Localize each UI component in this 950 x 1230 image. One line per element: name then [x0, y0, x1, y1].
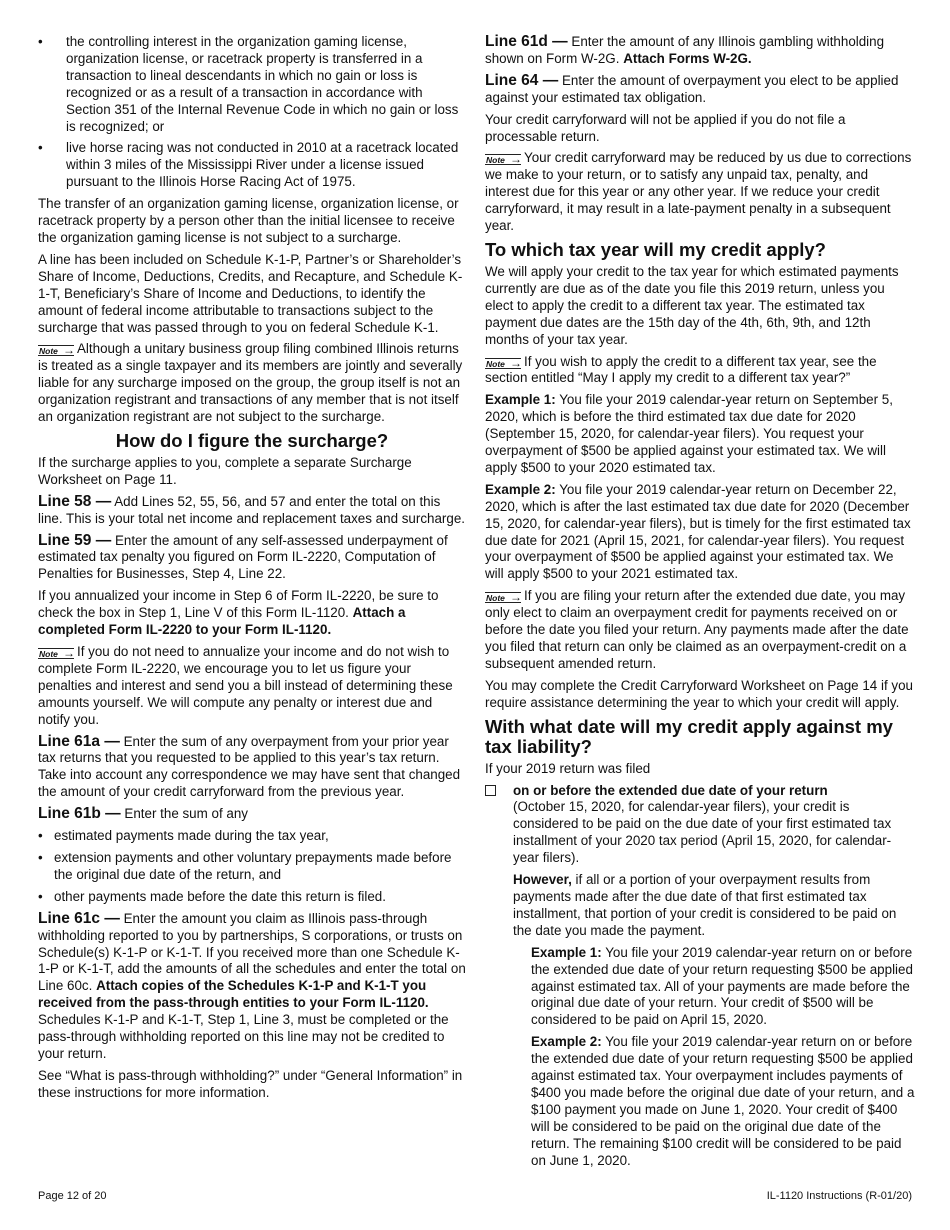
list-item: • live horse racing was not conducted in 2010 at a racetrack located within 3 miles of the Mississippi River under a license issued pursuant to the Illinois Horse Racing Act of 1975.	[38, 140, 459, 190]
list-item: • the controlling interest in the organization gaming license, organization license, or racetrack property is transferred in a transaction to lineal descendants in which no gain or loss is recognized or as a result of a transaction in accordance with Section 351 of the Internal Revenue Code in which no gain or loss is recognized; or	[38, 34, 459, 134]
left-column	[38, 34, 466, 1107]
note-icon: Note →	[486, 590, 522, 605]
line-61b: Line 61b — Enter the sum of any	[38, 805, 248, 823]
example-2: Example 2: You file your 2019 calendar-year return on or before the extended due date of your return requesting $500 be applied against estimated tax. Your overpayment includes payments of $400 you made before the original due date of your return, and a $100 payment you made on June 1, 2020. Your credit of $400 will be considered to be paid on the original due date of the return. The remaining $100 credit will be considered to be paid on June 1, 2020.	[531, 1034, 915, 1168]
paragraph-worksheet: You may complete the Credit Carryforward Worksheet on Page 14 if you require assistance determining the year to which your credit will apply.	[485, 677, 913, 710]
section-heading: How do I figure the surcharge?	[115, 429, 389, 451]
line-61a: Line 61a — Enter the sum of any overpayment from your prior year tax returns that you requested to be applied to this year’s tax return. Take into account any correspondence we may have sent that changed the amount of your credit carryforward from the previous year.	[38, 732, 461, 800]
list-item: • estimated payments made during the tax year,	[38, 828, 329, 844]
paragraph-however: However, if all or a portion of your overpayment results from payments made after the due date of that first estimated tax installment, that portion of your credit is considered to be paid on the date you made the payment.	[513, 872, 897, 938]
paragraph-see: See “What is pass-through withholding?” under “General Information” in these instructions for more information.	[38, 1067, 463, 1100]
note-paragraph: Note → If you are filing your return after the extended due date, you may only elect to claim an overpayment credit for payments received on or before the date you filed your return. Any payments made after the date you filed that return can only be claimed as an overpayment-credit on a subsequent amended return.	[485, 588, 909, 671]
paragraph-transfer: The transfer of an organization gaming license, organization license, or racetrack property by a person other than the initial licensee to receive the organization gaming license is not subject to a surcharge.	[38, 196, 459, 245]
example-1: Example 1: You file your 2019 calendar-year return on September 5, 2020, which is before the third estimated tax due date for 2020 (September 15, 2020, for calendar-year filers). You request your overpayment of $500 be applied against your estimated tax. We will apply $500 to your 2020 estimated tax.	[485, 392, 893, 475]
line-64: Line 64 — Enter the amount of overpayment you elect to be applied against your estimated tax obligation.	[485, 71, 899, 105]
checkbox-icon	[485, 785, 496, 796]
note-icon: Note →	[486, 152, 522, 167]
note-icon: Note →	[39, 343, 75, 358]
note-paragraph: Note → Your credit carryforward may be reduced by us due to corrections we make to your return, or to satisfy any unpaid tax, penalty, and interest due for this year or any other year. If we reduce your credit carryforward, it may result in a late-payment penalty in a subsequent year.	[485, 150, 912, 234]
paragraph-if: If your 2019 return was filed	[485, 760, 651, 776]
paragraph-carryforward: Your credit carryforward will not be applied if you do not file a processable return.	[485, 111, 846, 144]
example-2: Example 2: You file your 2019 calendar-year return on December 22, 2020, which is after the last estimated tax due date for 2020 (December 15, 2020, for calendar-year filers), but is timely for the first estimated tax due date for 2021 (April 15, 2021, for calendar-year filers). You request your overpayment of $500 be applied against your estimated tax. We will apply $500 to your 2021 estimated tax.	[485, 481, 911, 582]
note-paragraph: Note → If you do not need to annualize your income and do not wish to complete Form IL-2220, we encourage you to let us figure your penalties and interest and send you a bill instead of determining these amounts yourself. We will compute any penalty or interest due and notify you.	[38, 644, 453, 727]
note-paragraph: Note → If you wish to apply the credit to a different tax year, see the section entitled “May I apply my credit to a different tax year?”	[485, 353, 877, 386]
line-61d: Line 61d — Enter the amount of any Illinois gambling withholding shown on Form W-2G. Attach Forms W-2G.	[485, 33, 885, 66]
footer-form-name: IL-1120 Instructions (R-01/20)	[766, 1190, 912, 1202]
right-column	[485, 34, 915, 1174]
footer-page-number: Page 12 of 20	[38, 1190, 107, 1202]
paragraph-annualized: If you annualized your income in Step 6 of Form IL-2220, be sure to check the box in Step 1, Line V of this Form IL-1120. Attach a completed Form IL-2220 to your Form IL-1120.	[38, 588, 439, 638]
paragraph-applies: If the surcharge applies to you, complete a separate Surcharge Worksheet on Page 11.	[38, 454, 412, 487]
note-paragraph: Note → Although a unitary business group filing combined Illinois returns is treated as a single taxpayer and its members are jointly and severally liable for any surcharge imposed on the group, the group itself is not an organization registrant and transactions of any member that is not itself an organization registrant are not subject to the surcharge.	[38, 341, 463, 425]
line-59: Line 59 — Enter the amount of any self-assessed underpayment of estimated tax penalty you figured on Form IL-2220, Computation of Penalties for Businesses, Step 4, Line 22.	[38, 531, 448, 582]
paragraph-line-added: A line has been included on Schedule K-1-P, Partner’s or Shareholder’s Share of Income, Deductions, Credits, and Recapture, and Schedule K-1-T, Beneficiary’s Share of Income and Deductions, to identify the amount of federal income attributable to transactions subject to the surcharge that was passed through to you on federal Schedule K-1.	[38, 251, 463, 335]
note-icon: Note →	[39, 646, 75, 660]
section-heading: To which tax year will my credit apply?	[485, 238, 826, 260]
example-1: Example 1: You file your 2019 calendar-year return on or before the extended due date of your return requesting $500 be applied against estimated tax. All of your payments are made before the original due date of your return. Your credit of $500 will be considered to be paid on April 15, 2020.	[531, 944, 913, 1028]
note-icon: Note →	[486, 355, 522, 370]
section-heading: With what date will my credit apply against my tax liability?	[485, 715, 893, 757]
checkbox-item: on or before the extended due date of your return (October 15, 2020, for calendar-year filers), your credit is considered to be paid on the due date of your first estimated tax installment of your 2020 tax period (April 15, 2020, for calendar-year filers).	[485, 783, 915, 868]
line-58: Line 58 — Add Lines 52, 55, 56, and 57 and enter the total on this line. This is your total net income and replacement taxes and surcharge.	[38, 492, 465, 526]
list-item: • extension payments and other voluntary prepayments made before the original due date of the return, and	[38, 849, 452, 882]
paragraph-apply: We will apply your credit to the tax year for which estimated payments currently are due as of the date you file this 2019 return, unless you elect to apply the credit to a different tax year. The estimated tax payment due dates are the 15th day of the 4th, 6th, 9th, and 12th months of your tax year.	[485, 263, 899, 347]
line-61c: Line 61c — Enter the amount you claim as Illinois pass-through withholding reported to you by partnerships, S corporations, or trusts on Schedule(s) K-1-P or K-1-T. If you received more than one Schedule K-1-P or K-1-T, add the amounts of all the schedules and enter the total on Line 60c. Attach copies of the Schedules K-1-P and K-1-T you received from the pass-through entities to your Form IL-1120. Schedules K-1-P and K-1-T, Step 1, Line 3, must be completed or the pass-through withholding reported on this line may not be credited to your return.	[38, 909, 466, 1061]
list-item: • other payments made before the date this return is filed.	[38, 888, 386, 904]
